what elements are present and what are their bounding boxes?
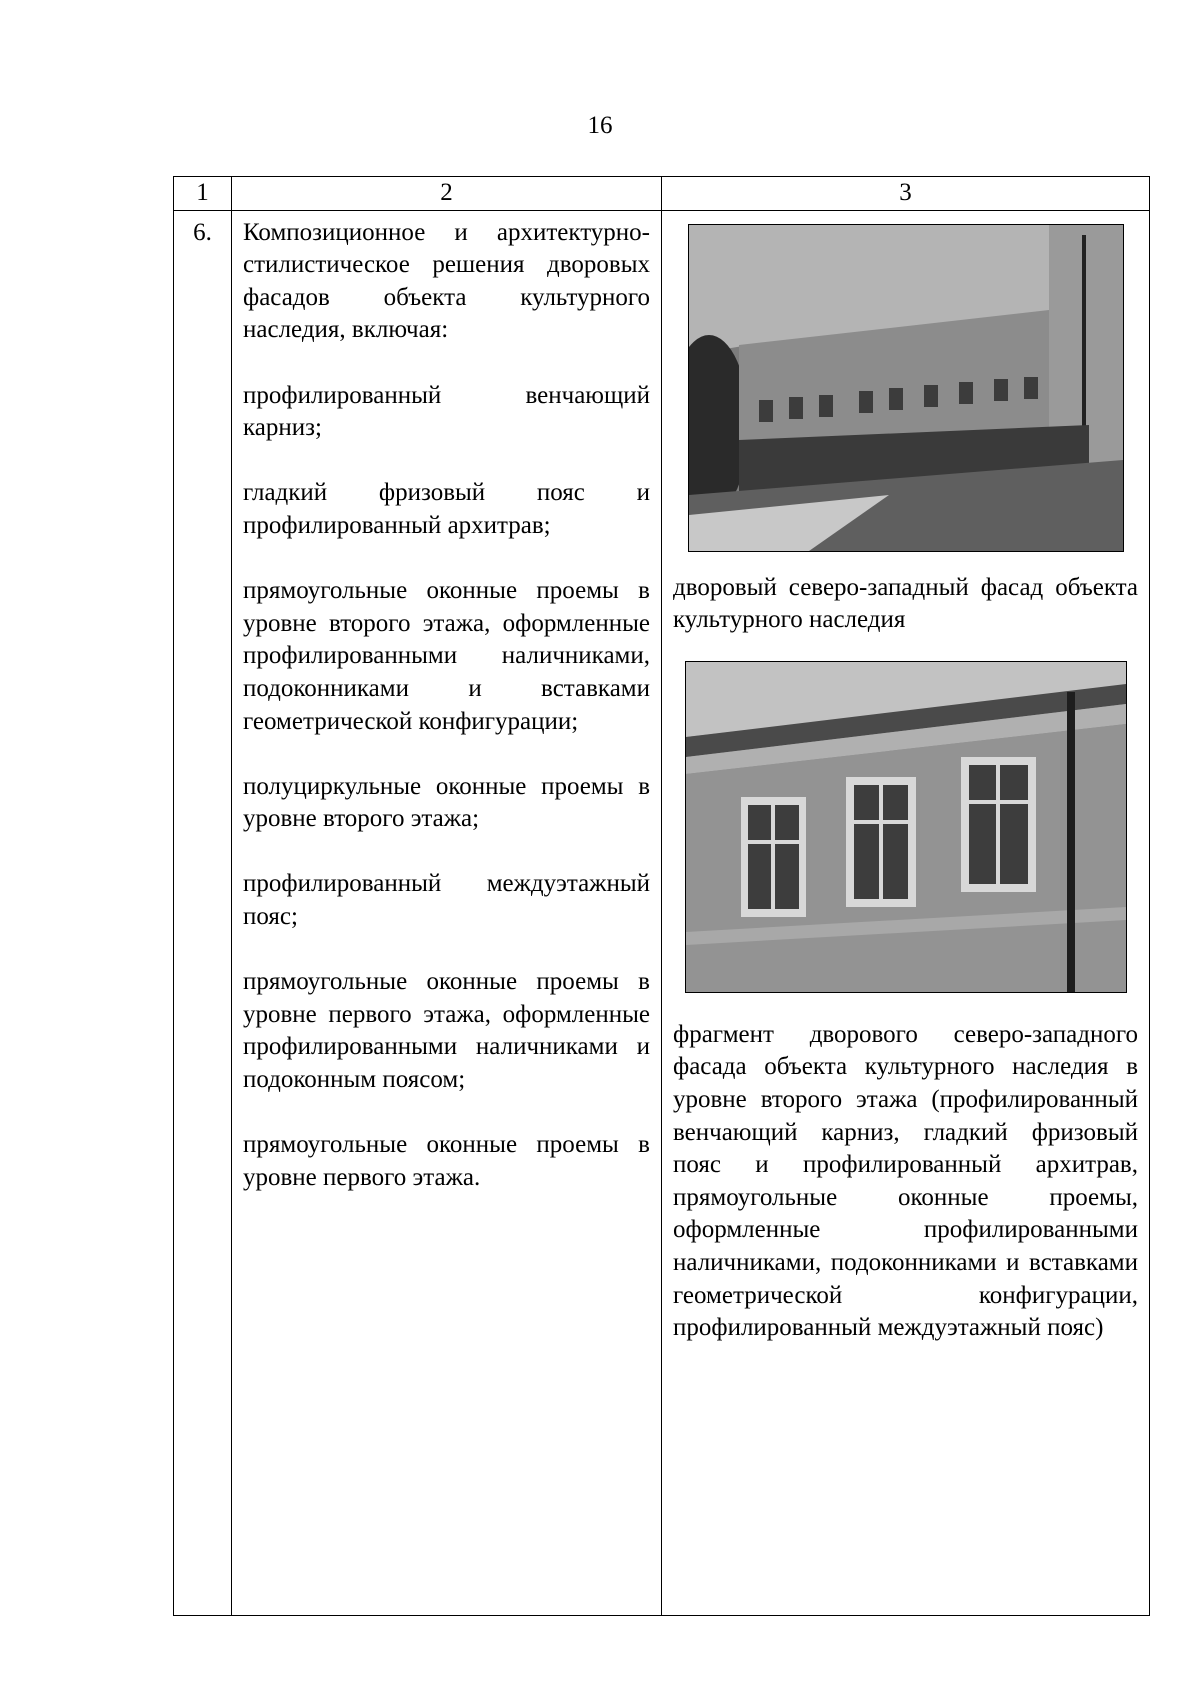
description-item: профилированный венчающий карниз; bbox=[243, 381, 650, 442]
description-cell bbox=[232, 210, 662, 1615]
header-row bbox=[174, 177, 1150, 211]
row-number: 6. bbox=[174, 210, 232, 1615]
description-item: профилированный междуэтажный пояс; bbox=[243, 870, 650, 931]
description-item: полуциркульные оконные проемы в уровне второго этажа; bbox=[243, 772, 650, 833]
header-cell-1: 1 bbox=[174, 177, 232, 211]
facade-fragment-photo bbox=[685, 661, 1127, 993]
header-cell-2: 2 bbox=[232, 177, 662, 211]
facade-photo-caption: дворовый северо-западный фасад объекта культурного наследия bbox=[673, 573, 1138, 634]
heritage-table bbox=[173, 176, 1150, 1616]
photos-cell bbox=[662, 210, 1150, 1615]
table-row bbox=[174, 210, 1150, 1615]
fragment-photo-caption: фрагмент дворового северо-западного фасада объекта культурного наследия в уровне второго этажа (профилированный венчающий карниз, гладкий фризовый пояс и профилированный архитрав, прямоугольные оконные проемы, оформленные профилированными наличниками, подоконниками и вставками геометрической конфигурации, профилированный междуэтажный пояс) bbox=[673, 1020, 1138, 1342]
facade-photo bbox=[688, 224, 1124, 552]
header-cell-3: 3 bbox=[662, 177, 1150, 211]
description-item: прямоугольные оконные проемы в уровне второго этажа, оформленные профилированными наличниками, подоконниками и вставками геометрической конфигурации; bbox=[243, 577, 650, 735]
description-item: прямоугольные оконные проемы в уровне первого этажа. bbox=[243, 1131, 650, 1191]
description-item: прямоугольные оконные проемы в уровне первого этажа, оформленные профилированными наличниками и подоконным поясом; bbox=[243, 968, 650, 1094]
description-item: гладкий фризовый пояс и профилированный архитрав; bbox=[243, 479, 650, 539]
page-number: 16 bbox=[587, 112, 613, 139]
description-intro: Композиционное и архитектурно-стилистическое решения дворовых фасадов объекта культурного наследия, включая: bbox=[243, 218, 650, 344]
